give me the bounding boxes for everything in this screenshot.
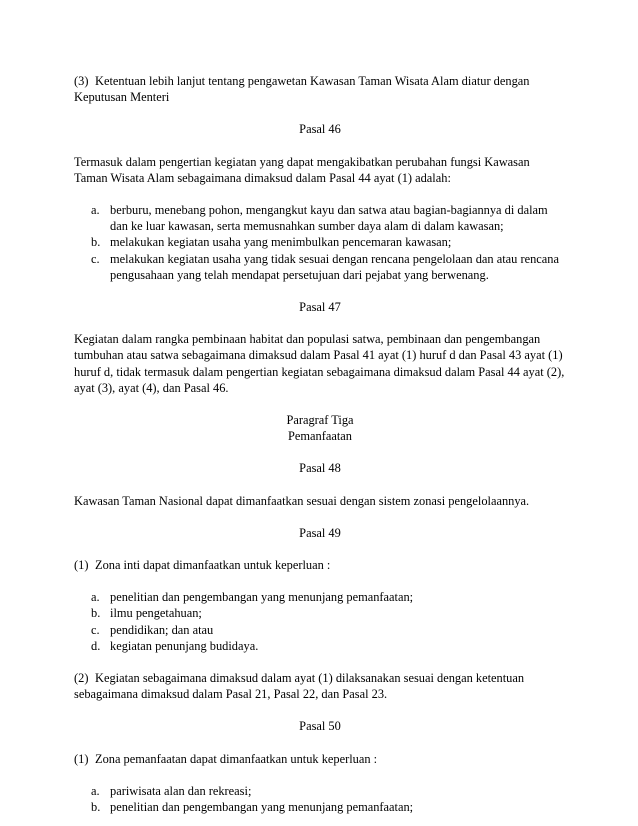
- ayat-text: Zona inti dapat dimanfaatkan untuk keperluan :: [95, 558, 331, 573]
- list-marker: a.: [91, 783, 100, 798]
- ayat-text: Zona pemanfaatan dapat dimanfaatkan untuk keperluan :: [95, 751, 378, 766]
- list-marker: a.: [91, 590, 100, 605]
- pasal-47-heading: Pasal 47: [299, 300, 341, 315]
- ayat-text: Kegiatan sebagaimana dimaksud dalam ayat (1) dilaksanakan sesuai dengan ketentuan sebagaimana dimaksud dalam Pasal 21, Pasal 22, dan Pasal 23.: [74, 671, 525, 702]
- pasal-49-list: [74, 589, 566, 654]
- list-marker: b.: [91, 800, 101, 815]
- paragraf-title: Paragraf Tiga: [286, 413, 354, 428]
- ayat-number: (1): [74, 558, 89, 573]
- list-marker: d.: [91, 638, 101, 653]
- pasal-47-body: Kegiatan dalam rangka pembinaan habitat dan populasi satwa, pembinaan dan pengembangan tumbuhan atau satwa sebagaimana dimaksud dalam Pasal 41 ayat (1) huruf d dan Pasal 43 ayat (1) huruf d, tidak termasuk dalam pengertian kegiatan sebagaimana dimaksud dalam Pasal 44 ayat (2), ayat (3), ayat (4), dan Pasal 46.: [74, 332, 565, 395]
- ayat-number: (3): [74, 74, 89, 88]
- list-marker: b.: [91, 606, 101, 621]
- document-page: [74, 73, 566, 815]
- list-item: [74, 783, 566, 799]
- pasal-46-heading: Pasal 46: [299, 122, 341, 137]
- paragraf-subtitle: Pemanfaatan: [288, 429, 352, 444]
- pasal-50-list: [74, 783, 566, 815]
- list-item-text: pariwisata alan dan rekreasi;: [110, 783, 252, 798]
- pasal-49-ayat-2: [74, 670, 566, 702]
- list-item-text: berburu, menebang pohon, mengangkut kayu dan satwa atau bagian-bagiannya di dalam dan ke luar kawasan, serta memusnahkan sumber daya alam di dalam kawasan;: [110, 203, 548, 234]
- list-item: [74, 589, 566, 605]
- list-marker: c.: [91, 251, 100, 266]
- pasal-46-body: Termasuk dalam pengertian kegiatan yang dapat mengakibatkan perubahan fungsi Kawasan Taman Wisata Alam sebagaimana dimaksud dalam Pasal 44 ayat (1) adalah:: [74, 154, 530, 185]
- list-item: [74, 638, 566, 654]
- list-marker: c.: [91, 622, 100, 637]
- intro-text: Ketentuan lebih lanjut tentang pengawetan Kawasan Taman Wisata Alam diatur dengan Keputusan Menteri: [74, 74, 530, 105]
- pasal-46-list: [74, 202, 566, 283]
- list-item-text: melakukan kegiatan usaha yang tidak sesuai dengan rencana pengelolaan dan atau rencana pengusahaan yang telah mendapat persetujuan dari pejabat yang berwenang.: [110, 251, 559, 282]
- list-item-text: pendidikan; dan atau: [110, 622, 214, 637]
- ayat-number: (1): [74, 751, 89, 766]
- pasal-48-body: Kawasan Taman Nasional dapat dimanfaatkan sesuai dengan sistem zonasi pengelolaannya.: [74, 493, 530, 508]
- list-item: [74, 799, 566, 815]
- list-item: [74, 251, 566, 283]
- list-marker: a.: [91, 203, 100, 218]
- list-item-text: ilmu pengetahuan;: [110, 606, 202, 621]
- list-item: [74, 202, 566, 234]
- pasal-49-heading: Pasal 49: [299, 525, 341, 540]
- pasal-48-heading: Pasal 48: [299, 461, 341, 476]
- ayat-number: (2): [74, 671, 89, 686]
- intro-paragraph: [74, 73, 566, 105]
- list-item-text: penelitian dan pengembangan yang menunjang pemanfaatan;: [110, 800, 414, 815]
- list-item: [74, 622, 566, 638]
- pasal-50-heading: Pasal 50: [299, 719, 341, 734]
- pasal-50-ayat-1: [74, 751, 566, 767]
- list-item-text: penelitian dan pengembangan yang menunjang pemanfaatan;: [110, 590, 414, 605]
- list-item: [74, 605, 566, 621]
- list-item: [74, 234, 566, 250]
- list-item-text: kegiatan penunjang budidaya.: [110, 638, 259, 653]
- pasal-49-ayat-1: [74, 557, 566, 573]
- list-marker: b.: [91, 235, 101, 250]
- list-item-text: melakukan kegiatan usaha yang menimbulkan pencemaran kawasan;: [110, 235, 452, 250]
